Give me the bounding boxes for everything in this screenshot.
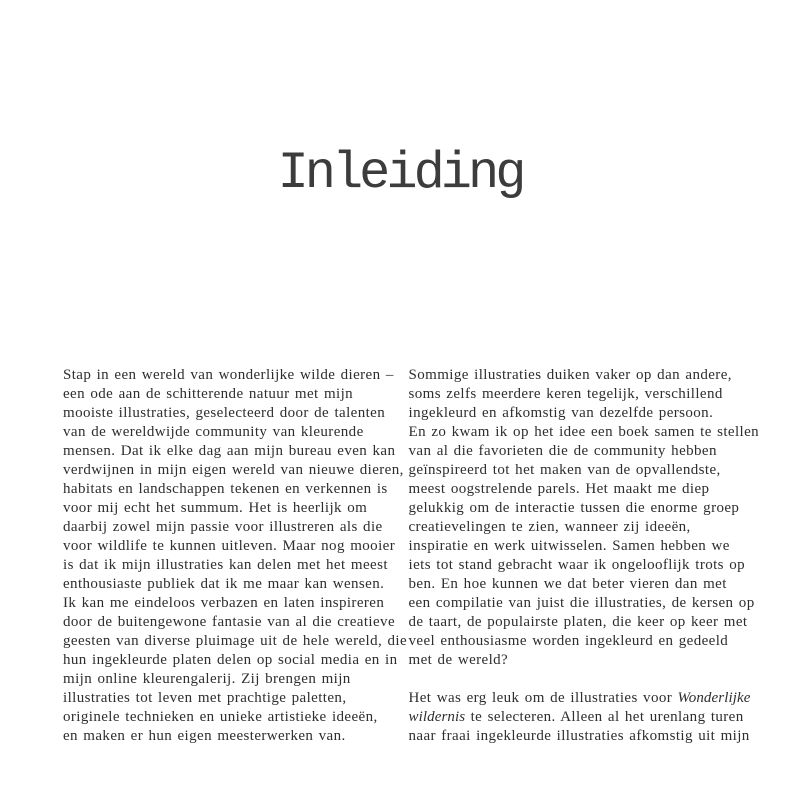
text-line: enthousiaste publiek dat ik me maar kan wensen.: [63, 576, 385, 592]
text-line: veel enthousiasme worden ingekleurd en gedeeld: [408, 633, 729, 649]
text-line: ben. En hoe kunnen we dat beter vieren dan met: [408, 576, 727, 592]
paragraph: [408, 366, 760, 670]
text-line: originele technieken en unieke artistieke ideeën,: [63, 709, 378, 725]
text-line: wildernis te selecteren. Alleen al het urenlang turen: [408, 709, 744, 725]
text-line: soms zelfs meerdere keren tegelijk, verschillend: [408, 386, 723, 402]
text-line: van de wereldwijde community van kleurende: [63, 424, 364, 440]
text-line: Sommige illustraties duiken vaker op dan andere,: [408, 367, 732, 383]
paragraph: [63, 366, 408, 746]
text-line: is dat ik mijn illustraties kan delen met het meest: [63, 557, 388, 573]
text-line: habitats en landschappen tekenen en verkennen is: [63, 481, 388, 497]
text-line: geesten van diverse pluimage uit de hele wereld, die: [63, 633, 408, 649]
text-line: een compilatie van juist die illustraties, de kersen op: [408, 595, 755, 611]
text-line: mijn online kleurengalerij. Zij brengen mijn: [63, 671, 351, 687]
text-columns: [63, 366, 760, 746]
text-line: Stap in een wereld van wonderlijke wilde dieren –: [63, 367, 394, 383]
page-title: Inleiding: [277, 143, 523, 203]
text-line: daarbij zowel mijn passie voor illustreren als die: [63, 519, 383, 535]
paragraph: [408, 689, 751, 746]
text-line: en maken er hun eigen meesterwerken van.: [63, 728, 346, 744]
text-line: iets tot stand gebracht waar ik ongelooflijk trots op: [408, 557, 746, 573]
text-line: illustraties tot leven met prachtige paletten,: [63, 690, 347, 706]
text-line: Ik kan me eindeloos verbazen en laten inspireren: [63, 595, 385, 611]
text-line: inspiratie en werk uitwisselen. Samen hebben we: [408, 538, 730, 554]
text-line: voor mij echt het summum. Het is heerlijk om: [63, 500, 368, 516]
text-line: voor wildlife te kunnen uitleven. Maar nog mooier: [63, 538, 396, 554]
text-line: hun ingekleurde platen delen op social media en in: [63, 652, 398, 668]
text-line: van al die favorieten die de community hebben: [408, 443, 717, 459]
text-line: mensen. Dat ik elke dag aan mijn bureau even kan: [63, 443, 396, 459]
text-line: ingekleurd en afkomstig van dezelfde persoon.: [408, 405, 714, 421]
text-line: door de buitengewone fantasie van al die creatieve: [63, 614, 396, 630]
text-line: creatievelingen te zien, wanneer zij ideeën,: [408, 519, 691, 535]
text-line: met de wereld?: [408, 652, 509, 668]
text-line: naar fraai ingekleurde illustraties afkomstig uit mijn: [408, 728, 750, 744]
text-line: En zo kwam ik op het idee een boek samen te stellen: [408, 424, 760, 440]
text-line: een ode aan de schitterende natuur met mijn: [63, 386, 354, 402]
text-line: mooiste illustraties, geselecteerd door de talenten: [63, 405, 386, 421]
text-line: gelukkig om de interactie tussen die enorme groep: [408, 500, 740, 516]
intro-right-column: [408, 366, 760, 746]
text-line: verdwijnen in mijn eigen wereld van nieuwe dieren,: [63, 462, 404, 478]
text-line: geïnspireerd tot het maken van de opvallendste,: [408, 462, 721, 478]
text-line: Het was erg leuk om de illustraties voor Wonderlijke: [408, 690, 751, 706]
intro-left-column: [63, 366, 408, 746]
text-line: meest oogstrelende parels. Het maakt me diep: [408, 481, 710, 497]
text-line: de taart, de populairste platen, die keer op keer met: [408, 614, 748, 630]
